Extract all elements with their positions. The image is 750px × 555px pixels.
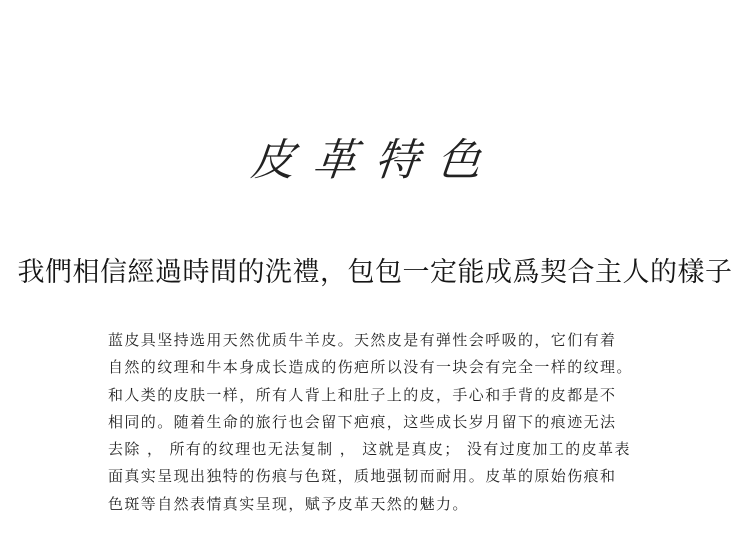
- body-line: 自然的纹理和牛本身成长造成的伤疤所以没有一块会有完全一样的纹理。: [108, 358, 633, 377]
- body-line: 蓝皮具坚持选用天然优质牛羊皮。天然皮是有弹性会呼吸的，它们有着: [108, 331, 617, 349]
- section-subtitle: 我們相信經過時間的洗禮，包包一定能成爲契合主人的樣子: [17, 257, 733, 288]
- body-line: 和人类的皮肤一样，所有人背上和肚子上的皮，手心和手背的皮都是不: [108, 385, 617, 404]
- section-heading: 皮革特色: [248, 135, 502, 186]
- body-line: 相同的。随着生命的旅行也会留下疤痕，这些成长岁月留下的痕迹无法: [108, 412, 617, 431]
- body-line: 面真实呈现出独特的伤痕与色斑，质地强韧而耐用。皮革的原始伤痕和: [108, 467, 617, 486]
- body-line: 色斑等自然表情真实呈现，赋予皮革天然的魅力。: [108, 494, 469, 513]
- body-line: 去除 ， 所有的纹理也无法复制 ， 这就是真皮； 没有过度加工的皮革表: [108, 440, 631, 459]
- body-paragraph: [108, 327, 648, 518]
